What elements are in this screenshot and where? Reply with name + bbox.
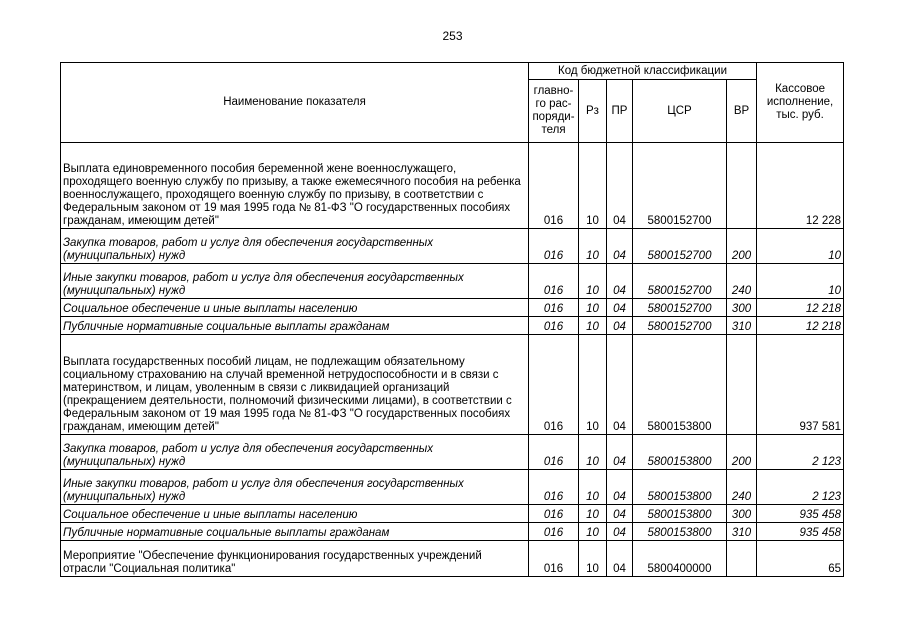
row-vr: 200	[727, 435, 757, 470]
row-pr: 04	[607, 435, 633, 470]
row-pr: 04	[607, 470, 633, 505]
row-name: Иные закупки товаров, работ и услуг для обеспечения государственных (муниципальных) нужд	[61, 264, 529, 299]
table-row	[61, 264, 844, 299]
row-glavn: 016	[529, 541, 579, 577]
row-name: Закупка товаров, работ и услуг для обеспечения государственных (муниципальных) нужд	[61, 435, 529, 470]
row-rz: 10	[579, 523, 607, 541]
header-vr: ВР	[727, 80, 757, 143]
header-budget-code-group: Код бюджетной классификации	[529, 63, 757, 80]
row-glavn: 016	[529, 317, 579, 335]
table-row	[61, 299, 844, 317]
header-rz: Рз	[579, 80, 607, 143]
row-rz: 10	[579, 335, 607, 435]
row-name: Выплата единовременного пособия беременной жене военнослужащего, проходящего военную службу по призыву, а также ежемесячного пособия на ребенка военнослужащего, проходящего военную службу по призыву, в соответствии с Федеральным законом от 19 мая 1995 года № 81-ФЗ "О государственных пособиях гражданам, имеющим детей"	[61, 143, 529, 229]
row-pr: 04	[607, 264, 633, 299]
row-pr: 04	[607, 505, 633, 523]
row-glavn: 016	[529, 143, 579, 229]
row-csr: 5800153800	[633, 435, 727, 470]
row-rz: 10	[579, 299, 607, 317]
table-body	[61, 143, 844, 577]
row-pr: 04	[607, 541, 633, 577]
row-csr: 5800153800	[633, 335, 727, 435]
row-pr: 04	[607, 143, 633, 229]
row-amount: 12 218	[757, 299, 844, 317]
row-vr: 200	[727, 229, 757, 264]
row-amount: 937 581	[757, 335, 844, 435]
budget-table	[60, 62, 844, 577]
row-vr	[727, 541, 757, 577]
row-name: Социальное обеспечение и иные выплаты населению	[61, 505, 529, 523]
row-glavn: 016	[529, 229, 579, 264]
table-row	[61, 229, 844, 264]
row-amount: 10	[757, 264, 844, 299]
table-row	[61, 317, 844, 335]
row-pr: 04	[607, 229, 633, 264]
row-amount: 935 458	[757, 505, 844, 523]
row-amount: 2 123	[757, 435, 844, 470]
table-row	[61, 505, 844, 523]
row-csr: 5800153800	[633, 523, 727, 541]
row-rz: 10	[579, 229, 607, 264]
table-header	[61, 63, 844, 143]
row-csr: 5800153800	[633, 470, 727, 505]
row-glavn: 016	[529, 435, 579, 470]
row-csr: 5800152700	[633, 264, 727, 299]
row-glavn: 016	[529, 523, 579, 541]
row-vr: 310	[727, 317, 757, 335]
row-amount: 935 458	[757, 523, 844, 541]
table-row	[61, 523, 844, 541]
table-row	[61, 541, 844, 577]
page-number: 253	[442, 29, 463, 43]
row-name: Закупка товаров, работ и услуг для обеспечения государственных (муниципальных) нужд	[61, 229, 529, 264]
row-glavn: 016	[529, 470, 579, 505]
row-vr: 310	[727, 523, 757, 541]
row-csr: 5800152700	[633, 229, 727, 264]
row-vr	[727, 143, 757, 229]
row-csr: 5800153800	[633, 505, 727, 523]
row-vr: 240	[727, 264, 757, 299]
row-glavn: 016	[529, 299, 579, 317]
header-amount: Кассовое исполнение, тыс. руб.	[757, 63, 844, 143]
table-row	[61, 143, 844, 229]
row-rz: 10	[579, 435, 607, 470]
header-pr: ПР	[607, 80, 633, 143]
row-name: Мероприятие "Обеспечение функционирования государственных учреждений отрасли "Социальная политика"	[61, 541, 529, 577]
header-name: Наименование показателя	[61, 63, 529, 143]
row-name: Публичные нормативные социальные выплаты гражданам	[61, 523, 529, 541]
row-glavn: 016	[529, 505, 579, 523]
row-vr	[727, 335, 757, 435]
row-pr: 04	[607, 299, 633, 317]
row-pr: 04	[607, 317, 633, 335]
row-rz: 10	[579, 470, 607, 505]
row-amount: 12 228	[757, 143, 844, 229]
row-vr: 300	[727, 299, 757, 317]
row-glavn: 016	[529, 335, 579, 435]
row-amount: 2 123	[757, 470, 844, 505]
row-rz: 10	[579, 143, 607, 229]
row-pr: 04	[607, 335, 633, 435]
row-amount: 10	[757, 229, 844, 264]
row-vr: 240	[727, 470, 757, 505]
row-rz: 10	[579, 317, 607, 335]
row-csr: 5800152700	[633, 299, 727, 317]
row-rz: 10	[579, 541, 607, 577]
row-rz: 10	[579, 264, 607, 299]
row-amount: 65	[757, 541, 844, 577]
row-amount: 12 218	[757, 317, 844, 335]
row-name: Социальное обеспечение и иные выплаты населению	[61, 299, 529, 317]
table-row	[61, 435, 844, 470]
row-pr: 04	[607, 523, 633, 541]
row-name: Выплата государственных пособий лицам, не подлежащим обязательному социальному страхованию на случай временной нетрудоспособности и в связи с материнством, и лицам, уволенным в связи с ликвидацией организаций (прекращением деятельности, полномочий физическими лицами), в соответствии с Федеральным законом от 19 мая 1995 года № 81-ФЗ "О государственных пособиях гражданам, имеющим детей"	[61, 335, 529, 435]
row-csr: 5800152700	[633, 143, 727, 229]
table-row	[61, 470, 844, 505]
header-csr: ЦСР	[633, 80, 727, 143]
row-name: Иные закупки товаров, работ и услуг для обеспечения государственных (муниципальных) нужд	[61, 470, 529, 505]
row-glavn: 016	[529, 264, 579, 299]
row-name: Публичные нормативные социальные выплаты гражданам	[61, 317, 529, 335]
table-row	[61, 335, 844, 435]
header-glavn: главно-го рас-поряди-теля	[529, 80, 579, 143]
row-rz: 10	[579, 505, 607, 523]
row-csr: 5800152700	[633, 317, 727, 335]
row-csr: 5800400000	[633, 541, 727, 577]
row-vr: 300	[727, 505, 757, 523]
